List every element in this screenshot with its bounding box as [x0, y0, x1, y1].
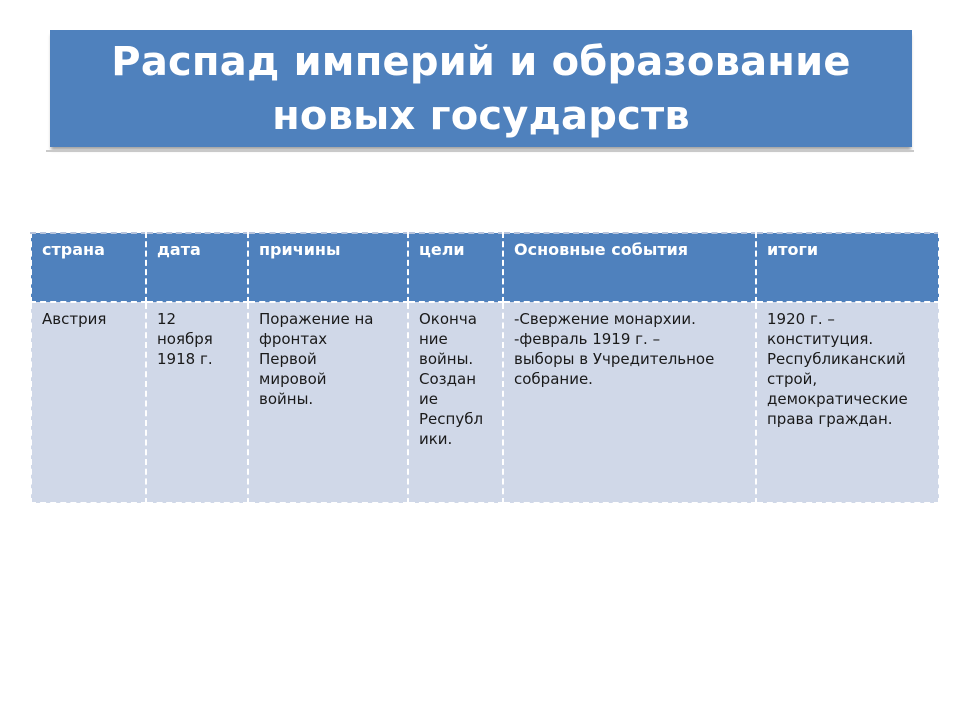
cell-text: ие — [419, 390, 438, 408]
cell-text: Первой — [259, 350, 317, 368]
cell-text: права граждан. — [767, 410, 893, 428]
table-row — [31, 302, 939, 503]
cell-country — [31, 302, 146, 503]
cell-results — [756, 302, 939, 503]
cell-text: Поражение на — [259, 310, 374, 328]
slide-title-line-1: Распад империй и образование — [111, 38, 851, 85]
cell-text: войны. — [419, 350, 474, 368]
cell-text: -февраль 1919 г. – — [514, 330, 661, 348]
header-results: итоги — [756, 233, 939, 302]
header-date: дата — [146, 233, 248, 302]
cell-text: ики. — [419, 430, 453, 448]
header-events: Основные события — [503, 233, 756, 302]
cell-events — [503, 302, 756, 503]
cell-text: фронтах — [259, 330, 328, 348]
cell-date — [146, 302, 248, 503]
cell-causes — [248, 302, 408, 503]
cell-text: ние — [419, 330, 448, 348]
cell-text: собрание. — [514, 370, 593, 388]
cell-text: демократические — [767, 390, 908, 408]
cell-text: выборы в Учредительное — [514, 350, 715, 368]
cell-goals — [408, 302, 503, 503]
cell-text: Республ — [419, 410, 484, 428]
cell-text: мировой — [259, 370, 327, 388]
title-banner — [50, 30, 912, 147]
header-goals: цели — [408, 233, 503, 302]
title-divider — [46, 150, 914, 152]
cell-text: Республиканский — [767, 350, 906, 368]
cell-text: Создан — [419, 370, 476, 388]
header-causes: причины — [248, 233, 408, 302]
cell-text: конституция. — [767, 330, 874, 348]
table-header-row — [31, 233, 939, 302]
cell-text: Оконча — [419, 310, 477, 328]
cell-text: 1920 г. – — [767, 310, 835, 328]
cell-text: Австрия — [42, 310, 107, 328]
cell-text: 1918 г. — [157, 350, 213, 368]
cell-text: 12 — [157, 310, 177, 328]
cell-text: -Свержение монархии. — [514, 310, 696, 328]
cell-text: строй, — [767, 370, 818, 388]
header-country: страна — [31, 233, 146, 302]
slide-title-line-2: новых государств — [272, 92, 690, 139]
cell-text: ноября — [157, 330, 213, 348]
cell-text: войны. — [259, 390, 314, 408]
history-table — [30, 232, 940, 504]
slide-title — [111, 35, 850, 143]
